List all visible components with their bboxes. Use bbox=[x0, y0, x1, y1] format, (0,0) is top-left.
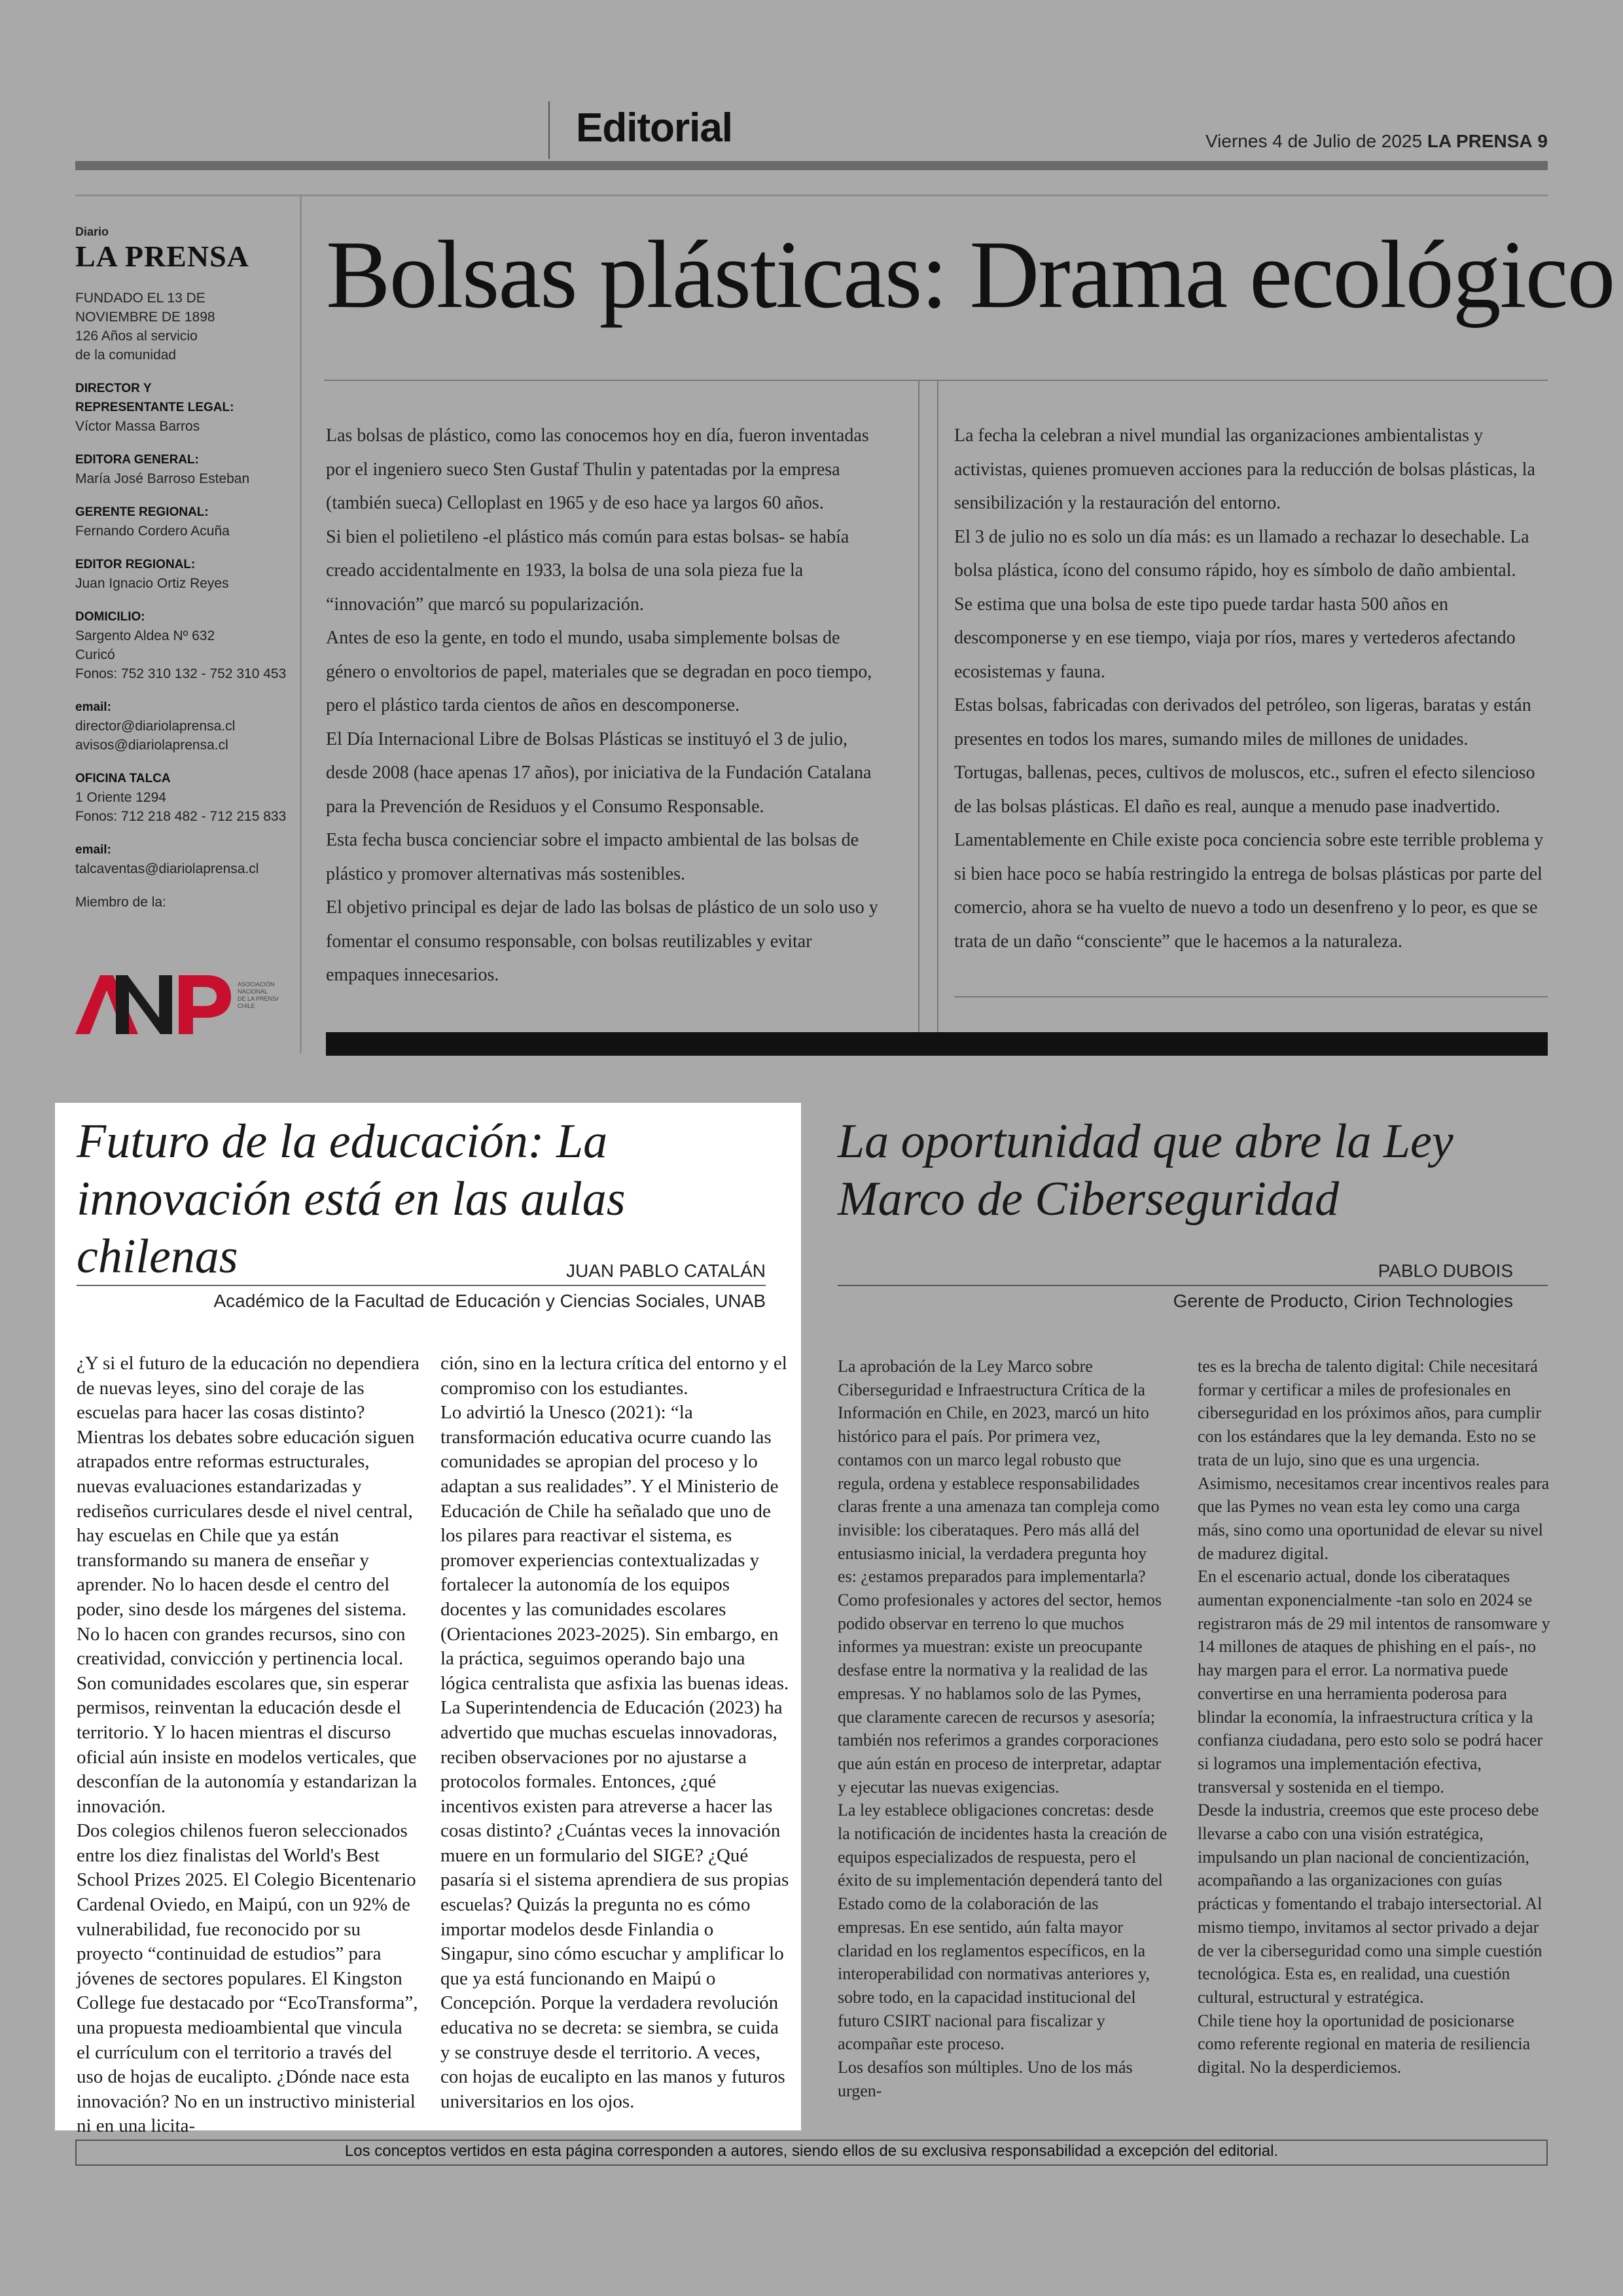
talca-label: OFICINA TALCA bbox=[75, 772, 171, 785]
opinion-paragraph: ¿Y si el futuro de la educación no dependiera de nuevas leyes, sino del coraje de las escuelas para hacer las cosas distinto? Mientras los debates sobre educación siguen atrapados entre reformas estructurales, nuevas evaluaciones estandarizadas y rediseños curriculares desde el nivel central, hay escuelas en Chile que ya están transformando su manera de enseñar y aprender. No lo hacen desde el centro del poder, sino desde los márgenes del sistema. No lo hacen con grandes recursos, sino con creatividad, convicción y pertinencia local. bbox=[77, 1353, 419, 1670]
editorial-title-rule bbox=[324, 380, 1548, 381]
masthead-vertical-rule bbox=[300, 194, 302, 1053]
editorial-paragraph: El 3 de julio no es solo un día más: es un llamado a rechazar lo desechable. La bolsa plástica, ícono del consumo rápido, hoy es símbolo de daño ambiental. bbox=[954, 526, 1529, 581]
masthead-pre: Diario bbox=[75, 225, 109, 238]
editorial-paragraph: Lamentablemente en Chile existe poca conciencia sobre este terrible problema y si bien hace poco se había restringido la entrega de bolsas plásticas por parte del comercio, ahora se ha vuelto de nuevo a todo un desenfreno y lo peor, es que se trata de un daño “consciente” que le hacemos a la naturaleza. bbox=[954, 830, 1544, 952]
opinion-left-title: Futuro de la educación: La innovación está en las aulas chilenas bbox=[77, 1115, 626, 1283]
opinion-right-column-2 bbox=[1198, 1355, 1551, 2079]
editorial-title: Bolsas plásticas: Drama ecológico bbox=[326, 221, 1614, 329]
masthead-founded-4: de la comunidad bbox=[75, 348, 177, 363]
opinion-paragraph: Dos colegios chilenos fueron seleccionados entre los diez finalistas del World's Best School Prizes 2025. El Colegio Bicentenario Cardenal Oviedo, en Maipú, con un 92% de vulnerabilidad, fue reconocido por su proyecto “continuidad de estudios” para jóvenes de sectores populares. El Kingston College fue destacado por “EcoTransforma”, una propuesta medioambiental que vincula el currículum con el territorio a través del uso de hojas de eucalipto. ¿Dónde nace esta innovación? No en un instructivo ministerial ni en una licita- bbox=[77, 1820, 418, 2137]
header-rule bbox=[75, 161, 1548, 170]
editorial-column-right bbox=[954, 419, 1550, 958]
editorial-paragraph: La fecha la celebran a nivel mundial las organizaciones ambientalistas y activistas, quienes promueven acciones para la reducción de bolsas plásticas, la sensibilización y la restauración del entorno. bbox=[954, 425, 1535, 513]
anp-text-1: ASOCIACIÓN bbox=[238, 981, 275, 988]
opinion-left-byline-rule bbox=[77, 1285, 766, 1286]
opinion-left-role: Académico de la Facultad de Educación y Ciencias Sociales, UNAB bbox=[213, 1291, 766, 1311]
opinion-paragraph: Chile tiene hoy la oportunidad de posicionarse como referente regional en materia de resiliencia digital. No la desperdiciemos. bbox=[1198, 2011, 1531, 2077]
opinion-right-title: La oportunidad que abre la Ley Marco de Ciberseguridad bbox=[838, 1115, 1454, 1226]
opinion-left-column-1 bbox=[77, 1352, 420, 2139]
domicilio-line-2: Curicó bbox=[75, 647, 115, 662]
editorial-black-bar bbox=[326, 1032, 1548, 1056]
editorial-paragraph: El objetivo principal es dejar de lado las bolsas de plástico de un solo uso y fomentar el consumo responsable, con bolsas reutilizables y evitar empaques innecesarios. bbox=[326, 897, 878, 985]
anp-text-4: CHILE bbox=[238, 1003, 255, 1009]
editorial-column-left bbox=[326, 419, 889, 992]
header-thin-rule bbox=[75, 194, 1548, 196]
section-title: Editorial bbox=[576, 105, 733, 151]
opinion-paragraph: Como profesionales y actores del sector, hemos podido observar en terreno lo que muchos informes ya muestran: existe un preocupante desfase entre la normativa y la realidad de las empresas. Y no hablamos solo de las Pymes, que claramente carecen de recursos y asesoría; también nos referimos a grandes corporaciones que aún están en proceso de interpretar, adaptar y ejecutar las nuevas exigencias. bbox=[838, 1590, 1162, 1797]
editor-label: EDITOR REGIONAL: bbox=[75, 558, 196, 571]
opinion-paragraph: Los desafíos son múltiples. Uno de los más urgen- bbox=[838, 2058, 1133, 2100]
domicilio-line-3: Fonos: 752 310 132 - 752 310 453 bbox=[75, 666, 287, 681]
editorial-paragraph: Tortugas, ballenas, peces, cultivos de moluscos, etc., sufren el efecto silencioso de las bolsas plásticas. El daño es real, aunque a menudo pase inadvertido. bbox=[954, 762, 1535, 817]
director-name: Víctor Massa Barros bbox=[75, 419, 200, 434]
opinion-right-byline-rule bbox=[838, 1285, 1548, 1286]
editorial-column-bottom-rule bbox=[954, 996, 1548, 997]
editora-name: María José Barroso Esteban bbox=[75, 471, 250, 486]
anp-text-3: DE LA PRENSA bbox=[238, 996, 278, 1002]
talca-line-2: Fonos: 712 218 482 - 712 215 833 bbox=[75, 809, 287, 824]
opinion-paragraph: La ley establece obligaciones concretas: desde la notificación de incidentes hasta la creación de equipos especializados de respuesta, pero el éxito de su implementación dependerá tanto del Estado como de la colaboración de las empresas. En ese sentido, aún falta mayor claridad en los reglamentos específicos, en la interoperabilidad con normativas anteriores y, sobre todo, en la capacidad institucional del futuro CSIRT nacional para fiscalizar y acompañar este proceso. bbox=[838, 1801, 1168, 2054]
masthead-founded-3: 126 Años al servicio bbox=[75, 329, 198, 344]
opinion-paragraph: tes es la brecha de talento digital: Chile necesitará formar y certificar a miles de profesionales en ciberseguridad en los próximos años, para cumplir con los estándares que la ley demanda. Esto no se trata de un lujo, sino que es una urgencia. Asimismo, necesitamos crear incentivos reales para que las Pymes no vean esta ley como una carga más, sino como una oportunidad de elevar su nivel de madurez digital. bbox=[1198, 1357, 1550, 1563]
editorial-paragraph: El Día Internacional Libre de Bolsas Plásticas se instituyó el 3 de julio, desde 2008 (hace apenas 17 años), por iniciativa de la Fundación Catalana para la Prevención de Residuos y el Consumo Responsable. bbox=[326, 728, 872, 817]
opinion-left-column-2 bbox=[440, 1352, 791, 2114]
header-date: Viernes 4 de Julio de 2025 bbox=[1205, 131, 1423, 151]
editorial-paragraph: Esta fecha busca concienciar sobre el impacto ambiental de las bolsas de plástico y promover alternativas más sostenibles. bbox=[326, 830, 859, 884]
email-talca[interactable]: talcaventas@diariolaprensa.cl bbox=[75, 861, 259, 876]
header-paper-name: LA PRENSA bbox=[1427, 131, 1533, 151]
editor-name: Juan Ignacio Ortiz Reyes bbox=[75, 576, 229, 591]
footer-disclaimer: Los conceptos vertidos en esta página corresponden a autores, siendo ellos de su exclusiva responsabilidad a excepción del editorial. bbox=[344, 2142, 1279, 2160]
email-label: email: bbox=[75, 700, 111, 714]
editorial-column-rule-1 bbox=[918, 380, 919, 1034]
opinion-paragraph: Desde la industria, creemos que este proceso debe llevarse a cabo con una visión estratégica, impulsando un plan nacional de concientización, acompañando a las organizaciones con guías prácticas y fomentando el trabajo intersectorial. Al mismo tiempo, invitamos al sector privado a dejar de ver la ciberseguridad como una simple cuestión tecnológica. Esta es, en realidad, una cuestión cultural, estructural y estratégica. bbox=[1198, 1801, 1543, 2007]
opinion-right-role: Gerente de Producto, Cirion Technologies bbox=[1173, 1291, 1513, 1311]
opinion-right-author: PABLO DUBOIS bbox=[1378, 1261, 1513, 1281]
anp-logo-graphic bbox=[75, 972, 278, 1037]
domicilio-label: DOMICILIO: bbox=[75, 610, 145, 624]
editorial-paragraph: Las bolsas de plástico, como las conocemos hoy en día, fueron inventadas por el ingeniero sueco Sten Gustaf Thulin y patentadas por la empresa (también sueca) Celloplast en 1965 y de eso hace ya largos 60 años. bbox=[326, 425, 869, 513]
editorial-paragraph: Estas bolsas, fabricadas con derivados del petróleo, son ligeras, baratas y están presentes en todos los mares, sumando miles de millones de unidades. bbox=[954, 695, 1531, 749]
opinion-paragraph: La Superintendencia de Educación (2023) ha advertido que muchas escuelas innovadoras, reciben observaciones por no ajustarse a protocolos formales. Entonces, ¿qué incentivos existen para atreverse a hacer las cosas distinto? ¿Cuántas veces la innovación muere en un formulario del SIGE? ¿Qué pasaría si el sistema aprendiera de sus propias escuelas? Quizás la pregunta no es cómo importar modelos desde Finlandia o Singapur, sino cómo escuchar y amplificar lo que ya está funcionando en Maipú o Concepción. Porque la verdadera revolución educativa no se decreta: se siembra, se cuida y se construye desde el territorio. A veces, con hojas de eucalipto en las manos y futuros universitarios en los ojos. bbox=[440, 1697, 789, 2112]
opinion-right-column-1 bbox=[838, 1355, 1168, 2103]
page-number: 9 bbox=[1537, 131, 1548, 151]
opinion-paragraph: ción, sino en la lectura crítica del entorno y el compromiso con los estudiantes. bbox=[440, 1353, 787, 1399]
email-avisos[interactable]: avisos@diariolaprensa.cl bbox=[75, 738, 228, 753]
opinion-paragraph: La aprobación de la Ley Marco sobre Ciberseguridad e Infraestructura Crítica de la Información en Chile, en 2023, marcó un hito histórico para el país. Por primera vez, contamos con un marco legal robusto que regula, ordena y establece responsabilidades claras frente a una amenaza tan compleja como invisible: los ciberataques. Pero más allá del entusiasmo inicial, la verdadera pregunta hoy es: ¿estamos preparados para implementarla? bbox=[838, 1357, 1160, 1587]
editora-label: EDITORA GENERAL: bbox=[75, 453, 199, 467]
opinion-paragraph: Lo advirtió la Unesco (2021): “la transformación educativa ocurre cuando las comunidades se apropian del proceso y lo adaptan a sus realidades”. Y el Ministerio de Educación de Chile ha señalado que uno de los pilares para reactivar el sistema, es promover experiencias contextualizadas y fortalecer la autonomía de los equipos docentes y las comunidades escolares (Orientaciones 2023-2025). Sin embargo, en la práctica, seguimos operando bajo una lógica centralista que asfixia las buenas ideas. bbox=[440, 1402, 789, 1694]
masthead-logo: LA PRENSA bbox=[75, 240, 249, 273]
director-label-1: DIRECTOR Y bbox=[75, 382, 152, 395]
masthead-founded-2: NOVIEMBRE DE 1898 bbox=[75, 310, 215, 325]
talca-line-1: 1 Oriente 1294 bbox=[75, 790, 166, 805]
email2-label: email: bbox=[75, 843, 111, 857]
header-divider bbox=[548, 101, 550, 159]
editorial-paragraph: Se estima que una bolsa de este tipo puede tardar hasta 500 años en descomponerse y en ese tiempo, viaja por ríos, mares y vertederos afectando ecosistemas y fauna. bbox=[954, 594, 1516, 682]
director-label-2: REPRESENTANTE LEGAL: bbox=[75, 401, 234, 414]
gerente-label: GERENTE REGIONAL: bbox=[75, 505, 209, 519]
opinion-paragraph: Son comunidades escolares que, sin esperar permisos, reinventan la educación desde el territorio. Y lo hacen mientras el discurso oficial aún insiste en modelos verticales, que desconfían de la autonomía y estandarizan la innovación. bbox=[77, 1672, 418, 1817]
opinion-paragraph: En el escenario actual, donde los ciberataques aumentan exponencialmente -tan solo en 2024 se registraron más de 29 mil intentos de ransomware y 14 millones de ataques de phishing en el país-, no hay margen para el error. La normativa puede convertirse en una herramienta poderosa para blindar la economía, la infraestructura crítica y la confianza ciudadana, pero esto solo se podrá hacer si logramos una implementación efectiva, transversal y sostenida en el tiempo. bbox=[1198, 1567, 1550, 1797]
anp-text-2: NACIONAL bbox=[238, 988, 268, 995]
editorial-paragraph: Si bien el polietileno -el plástico más común para estas bolsas- se había creado accidentalmente en 1933, la bolsa de una sola pieza fue la “innovación” que marcó su popularización. bbox=[326, 526, 849, 615]
domicilio-line-1: Sargento Aldea Nº 632 bbox=[75, 628, 215, 643]
email-director[interactable]: director@diariolaprensa.cl bbox=[75, 719, 236, 734]
header-date-line bbox=[1205, 131, 1548, 152]
masthead bbox=[75, 223, 291, 912]
opinion-left-author: JUAN PABLO CATALÁN bbox=[566, 1261, 766, 1281]
masthead-founded-1: FUNDADO EL 13 DE bbox=[75, 291, 205, 306]
member-label: Miembro de la: bbox=[75, 895, 166, 910]
editorial-column-rule-2 bbox=[937, 380, 938, 1034]
gerente-name: Fernando Cordero Acuña bbox=[75, 524, 230, 539]
anp-logo bbox=[75, 972, 278, 1041]
editorial-paragraph: Antes de eso la gente, en todo el mundo, usaba simplemente bolsas de género o envoltorios de papel, materiales que se degradan en poco tiempo, pero el plástico tarda cientos de años en descomponerse. bbox=[326, 628, 872, 715]
